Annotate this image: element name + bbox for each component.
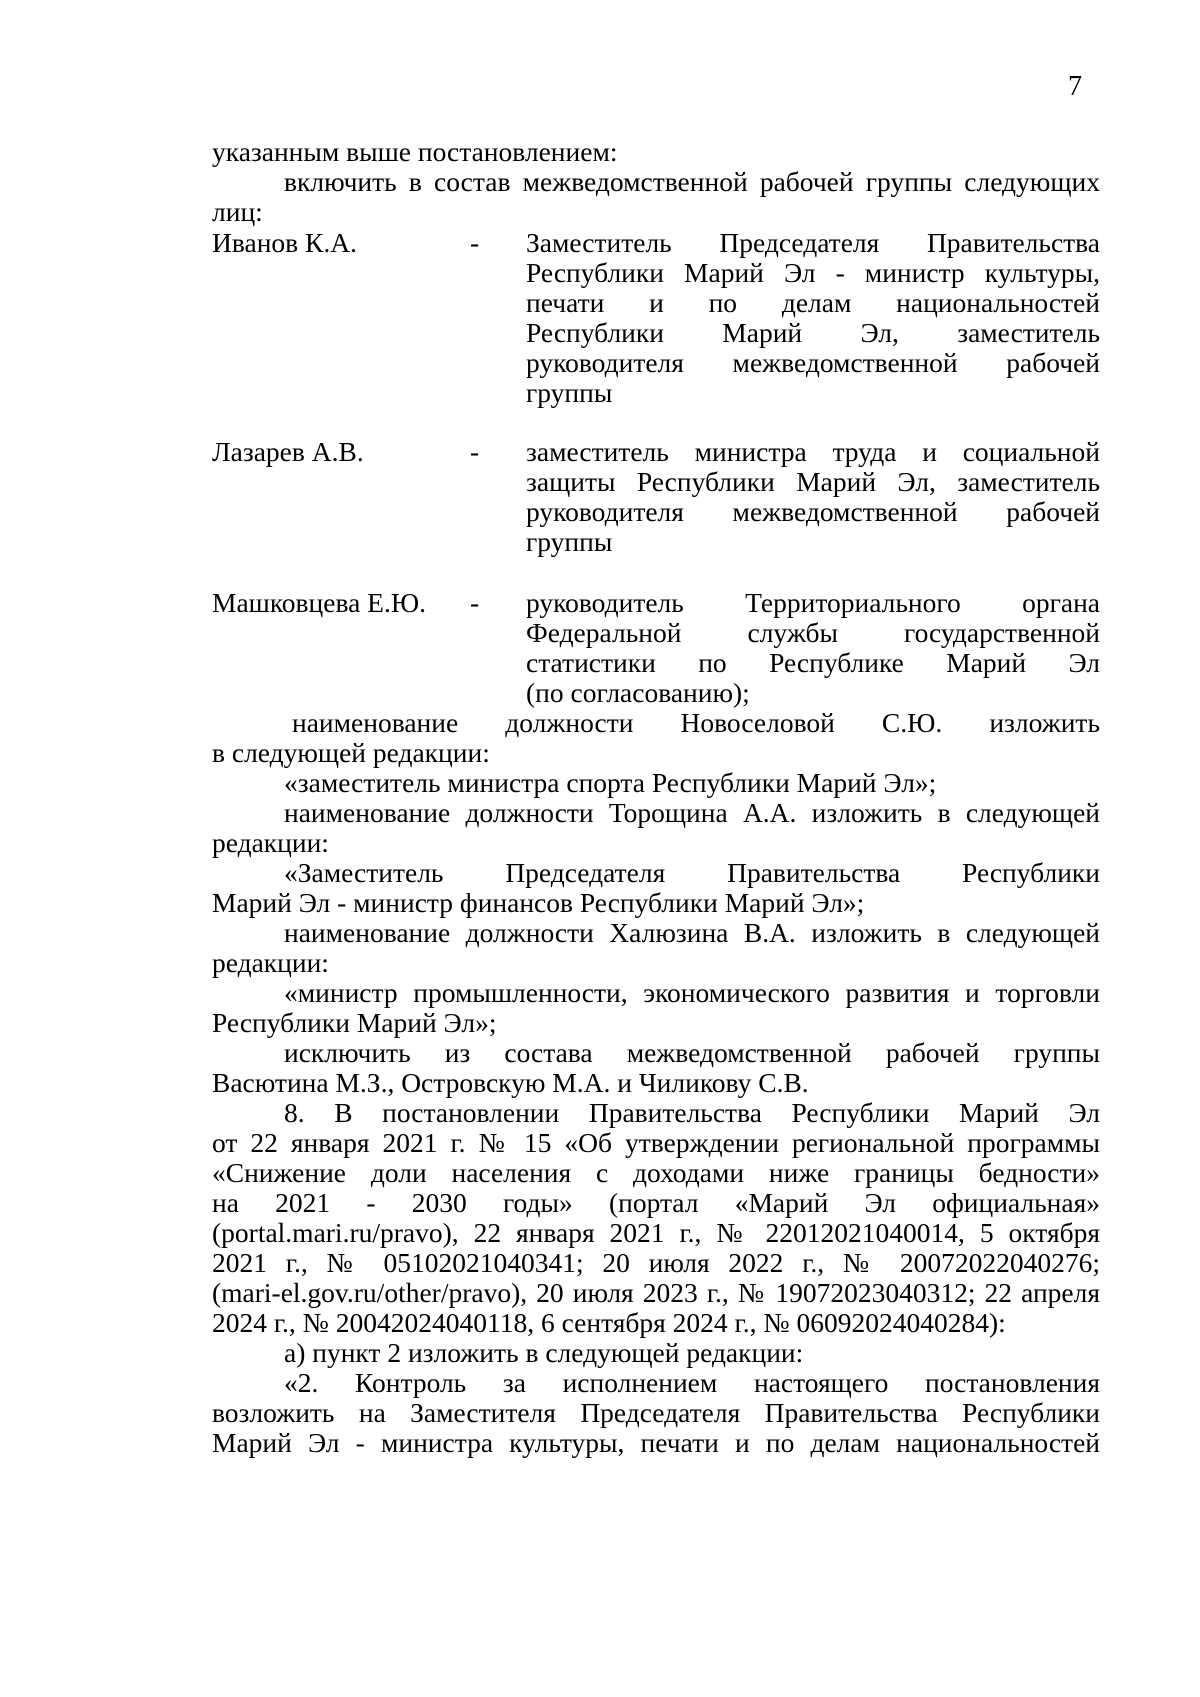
- text-line: статистики по Республике Марий Эл: [526, 647, 1100, 678]
- member-position: [526, 437, 1100, 557]
- text-line: руководитель Территориального органа: [526, 587, 1100, 618]
- text-line: печати и по делам национальностей: [526, 287, 1100, 318]
- text-line: Васютина М.З., Островскую М.А. и Чиликову С.В.: [212, 1067, 809, 1098]
- body-text: [212, 708, 1100, 1458]
- member-position: [526, 228, 1100, 408]
- text-line: «министр промышленности, экономического развития и торговли: [284, 977, 1100, 1008]
- text-line: наименование должности Новоселовой С.Ю. изложить: [292, 707, 1100, 738]
- text-line: Федеральной службы государственной: [526, 617, 1100, 648]
- text-line: 2021 г., № 05102021040341; 20 июля 2022 г., № 20072022040276;: [212, 1247, 1100, 1278]
- text-line: от 22 января 2021 г. № 15 «Об утверждении региональной программы: [212, 1127, 1100, 1158]
- text-line: «заместитель министра спорта Республики Марий Эл»;: [284, 767, 937, 798]
- page-number: 7: [1068, 71, 1082, 102]
- text-line: защиты Республики Марий Эл, заместитель: [526, 466, 1100, 497]
- text-line: в следующей редакции:: [212, 737, 490, 768]
- text-line: 2024 г., № 20042024040118, 6 сентября 2024 г., № 06092024040284):: [212, 1307, 1006, 1338]
- text-line: Республики Марий Эл - министр культуры,: [526, 257, 1100, 288]
- text-line: (по согласованию);: [526, 677, 750, 708]
- text-line: указанным выше постановлением:: [212, 136, 618, 167]
- text-line: редакции:: [212, 947, 329, 978]
- text-line: 8. В постановлении Правительства Республики Марий Эл: [284, 1097, 1100, 1128]
- member-name: Лазарев А.В.: [212, 436, 364, 467]
- text-line: руководителя межведомственной рабочей: [526, 496, 1100, 527]
- text-line: редакции:: [212, 827, 329, 858]
- member-dash: -: [470, 227, 480, 258]
- text-line: (mari-el.gov.ru/other/pravo), 20 июля 2023 г., № 19072023040312; 22 апреля: [212, 1277, 1100, 1308]
- text-line: лиц:: [212, 196, 263, 227]
- text-line: Марий Эл - министра культуры, печати и по делам национальностей: [212, 1427, 1100, 1458]
- text-line: Республики Марий Эл»;: [212, 1007, 497, 1038]
- text-line: Республики Марий Эл, заместитель: [526, 317, 1100, 348]
- text-line: группы: [526, 526, 613, 557]
- text-line: исключить из состава межведомственной рабочей группы: [284, 1037, 1100, 1068]
- member-dash: -: [470, 436, 480, 467]
- text-line: наименование должности Торощина А.А. изложить в следующей: [284, 797, 1100, 828]
- text-line: руководителя межведомственной рабочей: [526, 347, 1100, 378]
- text-line: возложить на Заместителя Председателя Правительства Республики: [212, 1397, 1100, 1428]
- text-line: «2. Контроль за исполнением настоящего постановления: [284, 1367, 1100, 1398]
- intro-text: [212, 137, 1100, 227]
- member-name: Иванов К.А.: [212, 227, 357, 258]
- text-line: Заместитель Председателя Правительства: [526, 227, 1100, 258]
- text-line: на 2021 - 2030 годы» (портал «Марий Эл официальная»: [212, 1187, 1100, 1218]
- member-name: Машковцева Е.Ю.: [212, 587, 426, 618]
- text-line: заместитель министра труда и социальной: [526, 436, 1100, 467]
- text-line: включить в состав межведомственной рабочей группы следующих: [284, 166, 1100, 197]
- text-line: а) пункт 2 изложить в следующей редакции:: [284, 1337, 804, 1368]
- text-line: «Снижение доли населения с доходами ниже границы бедности»: [212, 1157, 1100, 1188]
- text-line: (portal.mari.ru/pravo), 22 января 2021 г., № 22012021040014, 5 октября: [212, 1217, 1100, 1248]
- text-line: Марий Эл - министр финансов Республики Марий Эл»;: [212, 887, 865, 918]
- text-line: наименование должности Халюзина В.А. изложить в следующей: [284, 917, 1100, 948]
- text-line: «Заместитель Председателя Правительства Республики: [284, 857, 1100, 888]
- text-line: группы: [526, 377, 613, 408]
- member-dash: -: [470, 587, 480, 618]
- member-position: [526, 588, 1100, 708]
